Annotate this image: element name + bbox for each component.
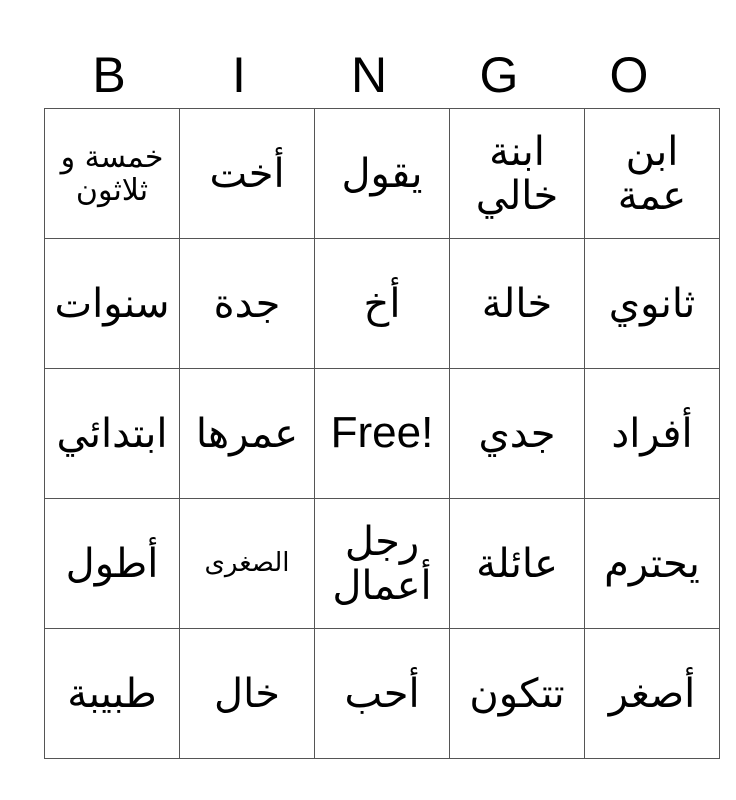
- bingo-cell[interactable]: خمسة و ثلاثون: [45, 109, 180, 239]
- bingo-cell[interactable]: سنوات: [45, 239, 180, 369]
- bingo-cell[interactable]: أخت: [180, 109, 315, 239]
- header-letter-g: G: [479, 47, 519, 103]
- board-row: [45, 369, 720, 499]
- bingo-cell[interactable]: تتكون: [450, 629, 585, 759]
- bingo-cell[interactable]: طبيبة: [45, 629, 180, 759]
- board-row: [45, 109, 720, 239]
- bingo-cell[interactable]: جدة: [180, 239, 315, 369]
- board-row: [45, 239, 720, 369]
- bingo-cell[interactable]: أخ: [315, 239, 450, 369]
- board-row: [45, 499, 720, 629]
- board-row: [45, 629, 720, 759]
- bingo-cell[interactable]: ثانوي: [585, 239, 720, 369]
- header-letter-n: N: [350, 47, 388, 103]
- bingo-cell[interactable]: يقول: [315, 109, 450, 239]
- bingo-cell[interactable]: يحترم: [585, 499, 720, 629]
- bingo-cell[interactable]: جدي: [450, 369, 585, 499]
- bingo-cell[interactable]: الصغرى: [180, 499, 315, 629]
- bingo-cell[interactable]: خال: [180, 629, 315, 759]
- bingo-cell[interactable]: رجل أعمال: [315, 499, 450, 629]
- bingo-cell[interactable]: ابن عمة: [585, 109, 720, 239]
- bingo-cell[interactable]: أطول: [45, 499, 180, 629]
- bingo-cell[interactable]: ابتدائي: [45, 369, 180, 499]
- bingo-board: [44, 108, 720, 759]
- bingo-cell[interactable]: خالة: [450, 239, 585, 369]
- free-space-cell[interactable]: Free!: [315, 369, 450, 499]
- bingo-cell[interactable]: أفراد: [585, 369, 720, 499]
- bingo-header: [44, 42, 694, 108]
- header-letter-b: B: [92, 47, 126, 103]
- bingo-cell[interactable]: أحب: [315, 629, 450, 759]
- bingo-cell[interactable]: عائلة: [450, 499, 585, 629]
- bingo-cell[interactable]: عمرها: [180, 369, 315, 499]
- header-letter-o: O: [609, 47, 649, 103]
- header-letter-i: I: [232, 47, 246, 103]
- bingo-cell[interactable]: أصغر: [585, 629, 720, 759]
- bingo-cell[interactable]: ابنة خالي: [450, 109, 585, 239]
